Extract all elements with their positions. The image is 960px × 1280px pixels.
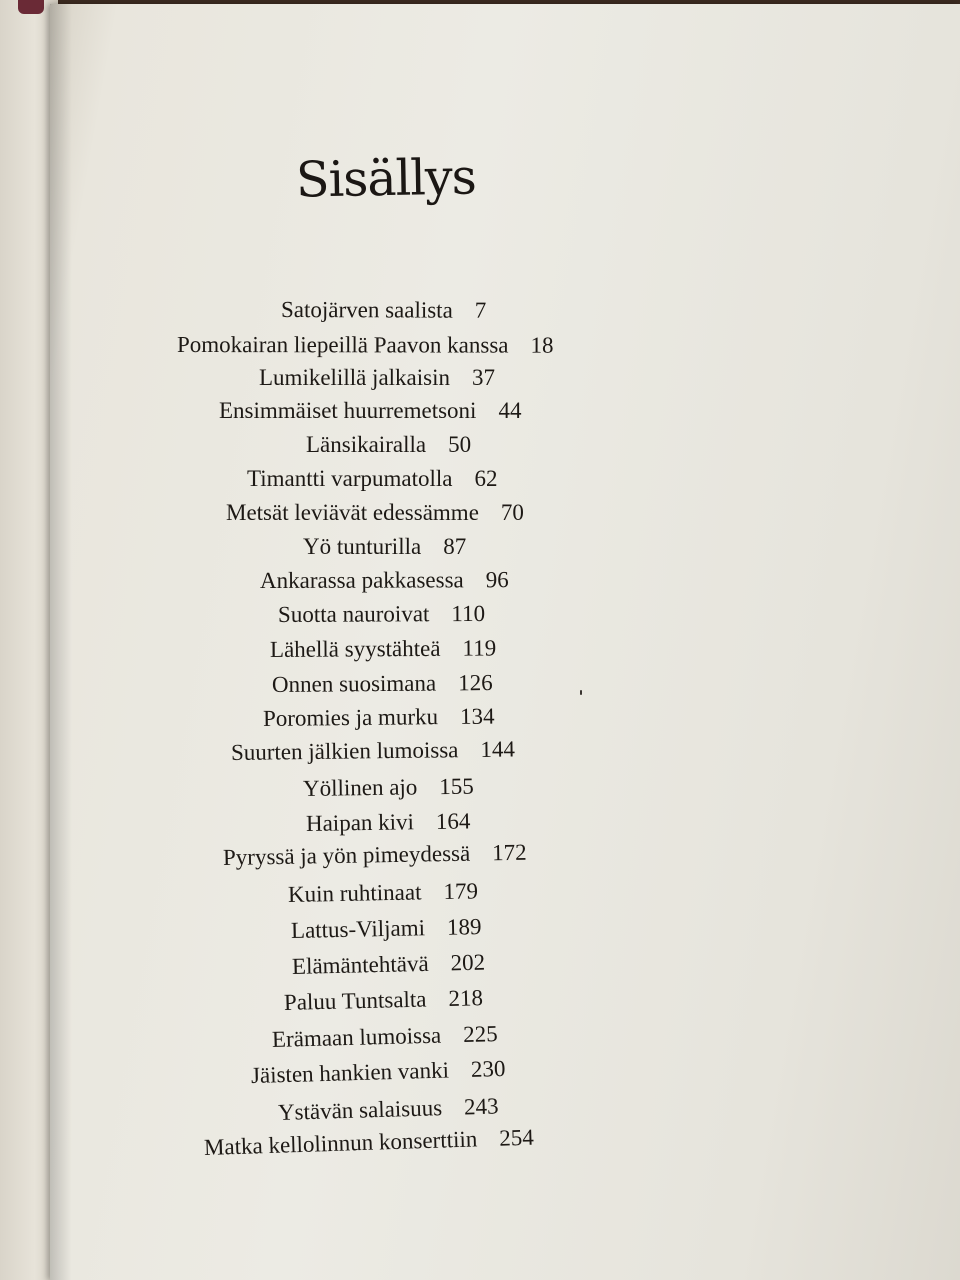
toc-entry-page: 87 (443, 534, 467, 559)
paper-speck (580, 690, 582, 695)
toc-entry (291, 914, 482, 944)
toc-entry-page: 144 (480, 736, 516, 762)
toc-entry-title: Lähellä syystähteä (269, 635, 441, 662)
toc-entry-title: Suotta nauroivat (277, 601, 430, 627)
toc-entry-title: Metsät leviävät edessämme (226, 500, 479, 525)
toc-entry-title: Länsikairalla (306, 432, 427, 457)
page-gutter-shadow (50, 4, 72, 1280)
toc-entry-title: Erämaan lumoissa (271, 1022, 442, 1052)
toc-entry (231, 737, 515, 766)
toc-entry-title: Ensimmäiset huurremetsoni (219, 398, 477, 423)
toc-entry-title: Pomokairan liepeillä Paavon kanssa (176, 332, 509, 358)
toc-entry (177, 332, 554, 359)
toc-entry-title: Jäisten hankien vanki (250, 1057, 450, 1088)
toc-entry-title: Onnen suosimana (271, 670, 437, 697)
toc-entry-title: Lattus-Viljami (290, 915, 426, 943)
toc-entry-title: Ankarassa pakkasessa (259, 567, 464, 593)
toc-entry (270, 635, 496, 663)
toc-entry (281, 297, 486, 324)
toc-entry (263, 704, 495, 732)
toc-entry (226, 500, 524, 526)
toc-entry (259, 365, 495, 391)
toc-entry (247, 466, 498, 492)
book-page (50, 4, 960, 1280)
toc-entry (288, 878, 478, 908)
toc-entry-title: Matka kellolinnun konserttiin (203, 1126, 478, 1160)
toc-entry-title: Poromies ja murku (262, 704, 439, 731)
toc-entry-page: 225 (462, 1021, 499, 1047)
toc-entry (292, 950, 486, 980)
toc-entry-title: Paluu Tuntsalta (283, 986, 427, 1015)
toc-entry (306, 808, 471, 837)
toc-entry-page: 243 (463, 1093, 499, 1120)
toc-entry (303, 774, 474, 802)
toc-entry-title: Suurten jälkien lumoissa (230, 737, 459, 765)
toc-entry-page: 44 (498, 398, 522, 423)
toc-entry-page: 134 (459, 703, 495, 729)
toc-entry-page: 18 (530, 332, 554, 358)
toc-entry (260, 567, 509, 594)
toc-entry-page: 202 (450, 949, 486, 976)
toc-entry-page: 189 (446, 914, 482, 940)
toc-entry (223, 840, 527, 871)
toc-entry-title: Ystävän salaisuus (277, 1095, 443, 1125)
toc-entry-title: Satojärven saalista (280, 297, 453, 323)
toc-entry-title: Timantti varpumatolla (247, 466, 453, 491)
book-binding (18, 0, 44, 14)
page-title: Sisällys (295, 148, 477, 209)
toc-entry-page: 218 (448, 985, 484, 1011)
toc-entry-title: Yö tunturilla (303, 534, 422, 559)
toc-entry (272, 670, 493, 698)
toc-entry-page: 126 (458, 670, 493, 696)
toc-entry (303, 534, 466, 560)
toc-entry-page: 50 (448, 432, 472, 457)
toc-entry-page: 7 (474, 297, 487, 323)
toc-entry (306, 432, 471, 458)
toc-entry-title: Haipan kivi (305, 809, 415, 836)
toc-entry-page: 230 (470, 1055, 506, 1082)
toc-entry-page: 119 (462, 635, 497, 661)
toc-entry-page: 110 (451, 600, 486, 627)
toc-entry-title: Kuin ruhtinaat (287, 879, 422, 907)
toc-entry-page: 37 (472, 365, 495, 390)
toc-entry-title: Lumikelillä jalkaisin (259, 365, 450, 390)
toc-entry-page: 164 (435, 808, 471, 834)
toc-entry-page: 172 (491, 839, 527, 866)
toc-entry-page: 155 (439, 773, 474, 800)
toc-entry (278, 601, 485, 628)
toc-entry (219, 398, 521, 424)
toc-entry-page: 96 (485, 567, 509, 593)
toc-entry-page: 254 (498, 1124, 535, 1151)
toc-entry-page: 70 (500, 500, 524, 525)
toc-entry-title: Elämäntehtävä (291, 950, 429, 979)
toc-entry-page: 62 (474, 466, 498, 491)
toc-entry-title: Pyryssä ja yön pimeydessä (222, 840, 471, 870)
toc-entry (284, 985, 484, 1016)
toc-entry-title: Yöllinen ajo (302, 774, 418, 801)
toc-entry-page: 179 (443, 878, 479, 905)
